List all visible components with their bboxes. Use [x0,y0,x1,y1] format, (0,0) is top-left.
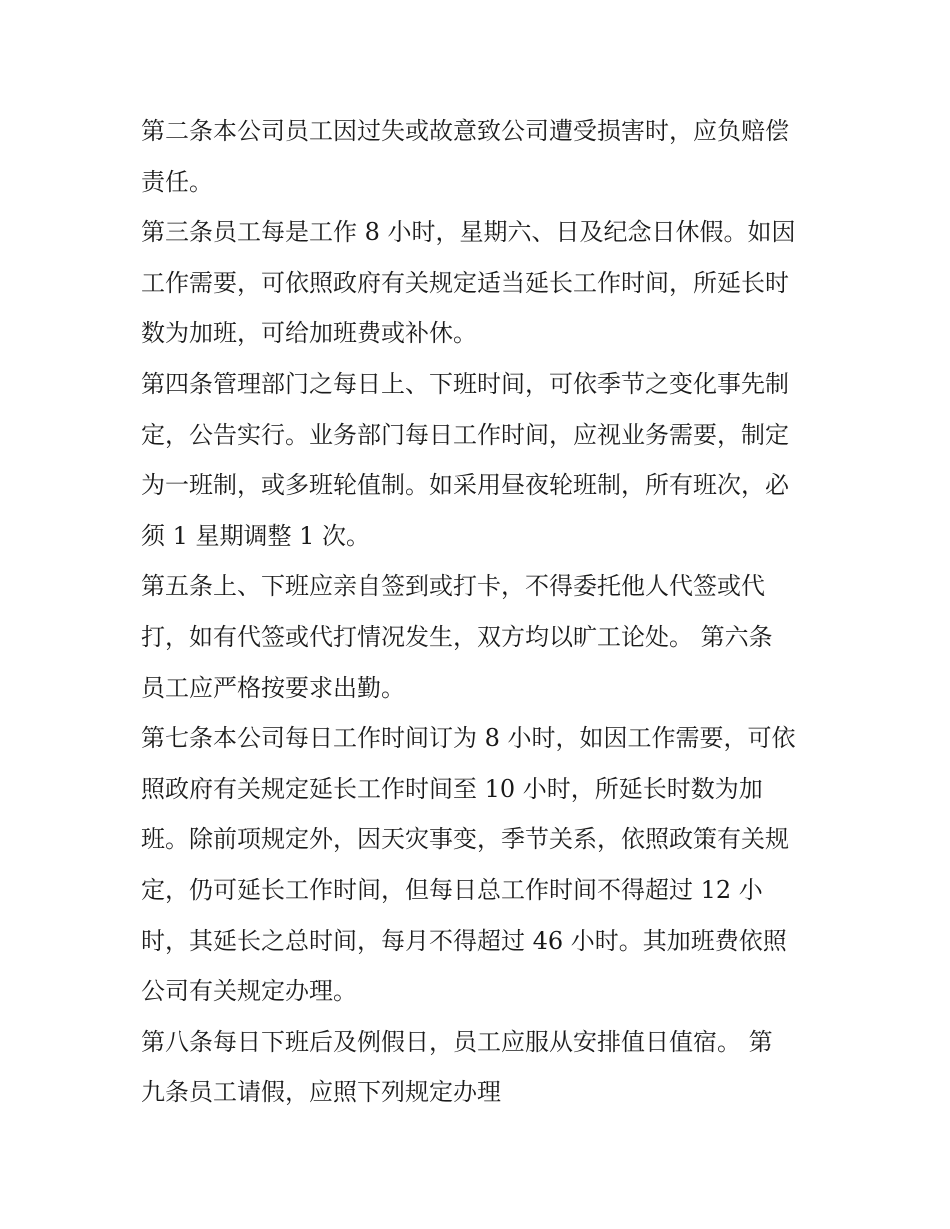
text-line: 公司有关规定办理。 [141,977,357,1006]
paragraph-article-2 [141,106,816,207]
text-line: 九条员工请假，应照下列规定办理 [141,1078,501,1107]
paragraph-article-4 [141,359,816,561]
text-line: 数为加班，可给加班费或补休。 [141,319,477,348]
text-line: 班。除前项规定外，因天灾事变，季节关系，依照政策有关规 [141,825,789,854]
text-line: 工作需要，可依照政府有关规定适当延长工作时间，所延长时 [141,268,789,297]
paragraph-article-5 [141,561,816,713]
text-line: 第二条本公司员工因过失或故意致公司遭受损害时，应负赔偿 [141,117,789,145]
text-line: 责任。 [141,167,213,196]
text-line: 时，其延长之总时间，每月不得超过 46 小时。其加班费依照 [141,926,787,955]
text-line: 员工应严格按要求出勤。 [141,673,405,702]
text-line: 第四条管理部门之每日上、下班时间，可依季节之变化事先制 [141,369,789,398]
text-line: 打，如有代签或代打情况发生，双方均以旷工论处。 第六条 [141,622,773,651]
text-line: 第七条本公司每日工作时间订为 8 小时，如因工作需要，可依 [141,724,796,753]
text-line: 定，仍可延长工作时间，但每日总工作时间不得超过 12 小 [141,875,763,904]
text-line: 照政府有关规定延长工作时间至 10 小时，所延长时数为加 [141,774,763,803]
text-line: 第八条每日下班后及例假日，员工应服从安排值日值宿。 第 [141,1027,773,1056]
text-line: 定，公告实行。业务部门每日工作时间，应视业务需要，制定 [141,420,789,449]
text-line: 第五条上、下班应亲自签到或打卡，不得委托他人代签或代 [141,572,765,601]
text-line: 须 1 星期调整 1 次。 [141,521,371,550]
paragraph-article-7 [141,713,816,1017]
document-body [141,106,816,1118]
paragraph-article-8 [141,1017,816,1118]
text-line: 为一班制，或多班轮值制。如采用昼夜轮班制，所有班次，必 [141,471,789,500]
text-line: 第三条员工每是工作 8 小时，星期六、日及纪念日休假。如因 [141,218,796,247]
paragraph-article-3 [141,207,816,359]
